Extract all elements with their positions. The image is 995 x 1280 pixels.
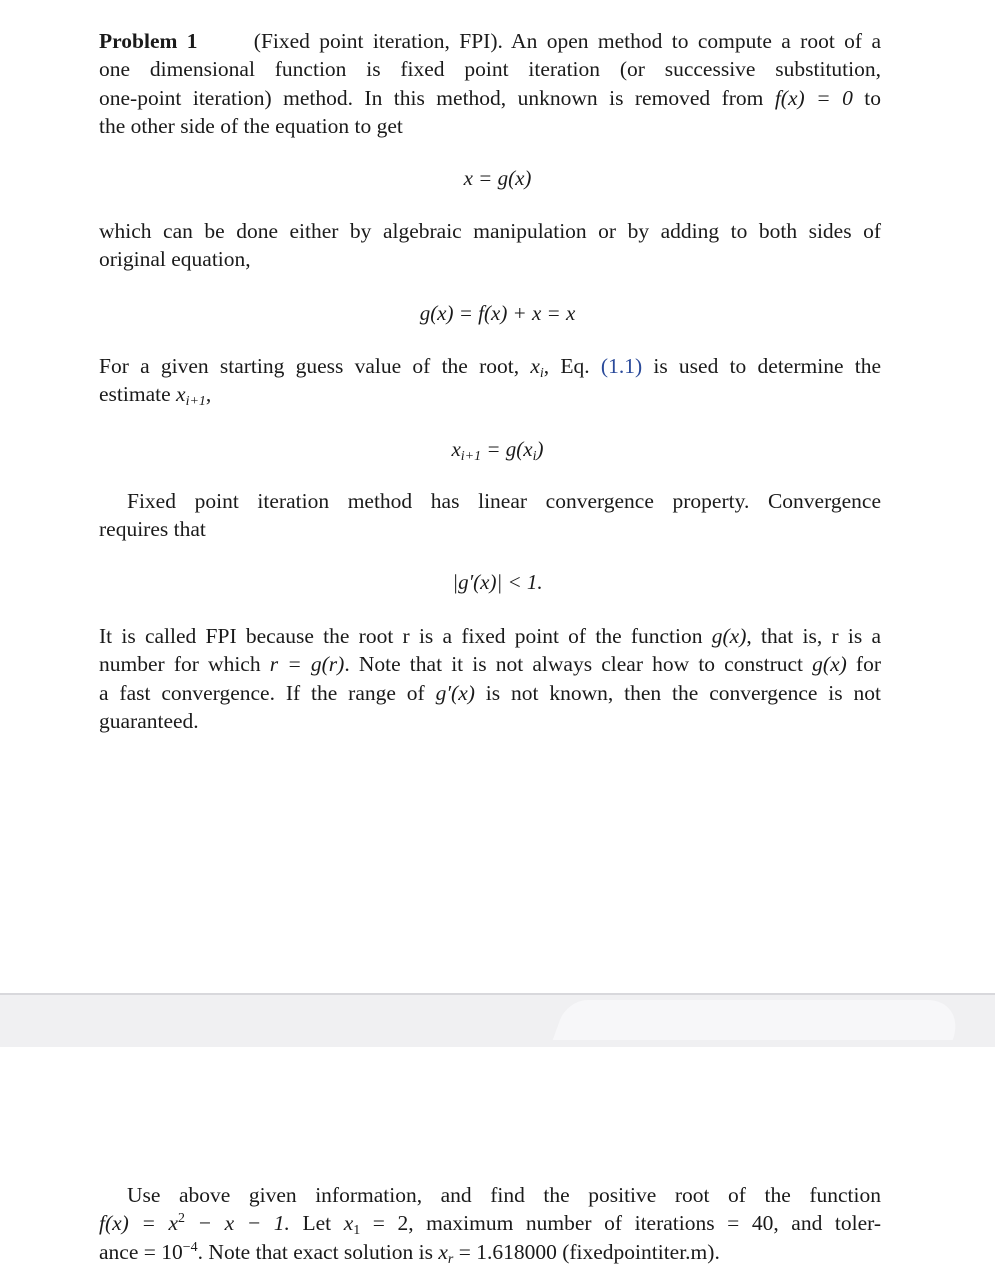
equation-reference-link[interactable]: (1.1) [600,354,643,378]
guess-line-1: For a given starting guess value of the root, $x_i$, Eq. (1.1) is used to determine the [99,354,882,381]
fpi-line-4: guaranteed. [99,708,199,733]
fpi-line-1: It is called FPI because the root r is a fixed point of the function g(x), that is, r is a [99,624,881,648]
fx-equals-zero: f(x) = 0 [774,85,853,110]
problem-line-3: one-point iteration) method. In this method, unknown is removed from f(x) = 0 to [99,85,881,110]
equation-x-equals-gx: x = g(x) [463,166,532,190]
paragraph-convergence [99,487,881,544]
task-statement [99,1181,881,1266]
equation-iteration: $x_{i+1} = g(x_i)$ [451,437,544,464]
manipulation-line-1: which can be done either by algebraic manipulation or by adding to both sides of [99,219,881,243]
divider-highlight [553,1000,968,1040]
problem-line-2: one dimensional function is fixed point iteration (or successive substitution, [99,57,881,82]
paragraph-fpi-explanation [99,622,881,735]
problem-line-1 [99,27,881,55]
problem-heading: Problem 1 [99,29,198,53]
task-line-3: ance = $10^{-4}$. Note that exact solution is $x_r = 1.618000$ (fixedpointiter.m). [99,1239,720,1267]
paragraph-starting-guess [99,352,881,409]
problem-title-text: (Fixed point iteration, FPI). An open method to compute a root of a [253,29,881,53]
problem-line-4: the other side of the equation to get [99,113,403,138]
convergence-line-2: requires that [99,517,206,542]
problem-statement [99,27,881,140]
manipulation-line-2: original equation, [99,247,251,272]
task-line-2: $f(x) = x^2 - x - 1$. Let $x_1 = 2$, maximum number of iterations = 40, and toler- [99,1211,881,1239]
paragraph-manipulation [99,217,881,274]
guess-line-2: estimate $x_{i+1}$, [99,382,212,410]
fpi-line-3: a fast convergence. If the range of g′(x) is not known, then the convergence is not [99,680,882,705]
equation-convergence-condition: |g′(x)| < 1. [452,570,543,594]
equation-gx-fx-plus-x: g(x) = f(x) + x = x [419,301,576,325]
function-definition: f(x) = x [99,1211,178,1236]
task-line-1: Use above given information, and find the positive root of the function [127,1183,881,1207]
document-page-bottom [0,1047,995,1280]
convergence-line-1: Fixed point iteration method has linear convergence property. Convergence [127,489,881,513]
fpi-line-2: number for which r = g(r). Note that it is not always clear how to construct g(x) for [99,652,881,677]
